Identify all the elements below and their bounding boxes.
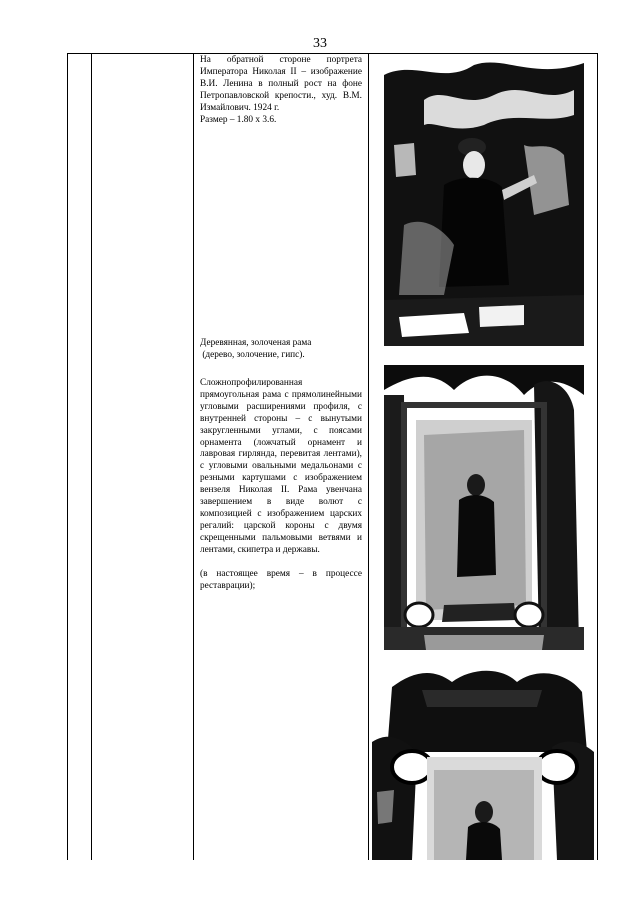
- lenin-portrait-photo: [384, 55, 584, 346]
- frame-material-line2: (дерево, золочение, гипс).: [200, 349, 305, 360]
- reverse-portrait-description: [200, 55, 362, 126]
- frame-description: [200, 378, 362, 592]
- table-top-border: [67, 53, 598, 54]
- column-divider-2: [91, 53, 92, 860]
- column-divider-3: [193, 53, 194, 860]
- frame-description-text: Сложнопрофилированная прямоугольная рама с прямолинейными угловыми расширениями профиля, с внутренней стороны – с вынутыми закругленными углами, с поясами орнамента (ложчатый орнамент и лавровая гирлянда, перевитая лентами), с угловыми овальными медальонами с резными картушами с изображением вензеля Николая II. Рама увенчана завершением в виде волют с композицией с изображением царских регалий: царской короны с двумя скрещенными пальмовыми ветвями и лентами, скипетра и державы.: [200, 378, 362, 555]
- lenin-portrait-image: [384, 55, 584, 346]
- column-divider-5: [597, 53, 598, 860]
- gilded-frame-photo: [384, 365, 584, 650]
- frame-material: [200, 338, 362, 362]
- column-divider-1: [67, 53, 68, 860]
- gilded-frame-image: [384, 365, 584, 650]
- frame-crest-photo: [372, 662, 594, 860]
- page-number: 33: [313, 36, 327, 51]
- reverse-portrait-text: На обратной стороне портрета Императора Николая II – изображение В.И. Ленина в полный рост на фоне Петропавловской крепости., худ. В.М. Измайлович. 1924 г.: [200, 55, 362, 113]
- reverse-portrait-size: Размер – 1.80 х 3.6.: [200, 114, 277, 125]
- frame-crest-image: [372, 662, 594, 860]
- frame-restoration-note: (в настоящее время – в процессе реставрации);: [200, 568, 362, 591]
- column-divider-4: [368, 53, 369, 860]
- frame-material-line1: Деревянная, золоченая рама: [200, 338, 312, 348]
